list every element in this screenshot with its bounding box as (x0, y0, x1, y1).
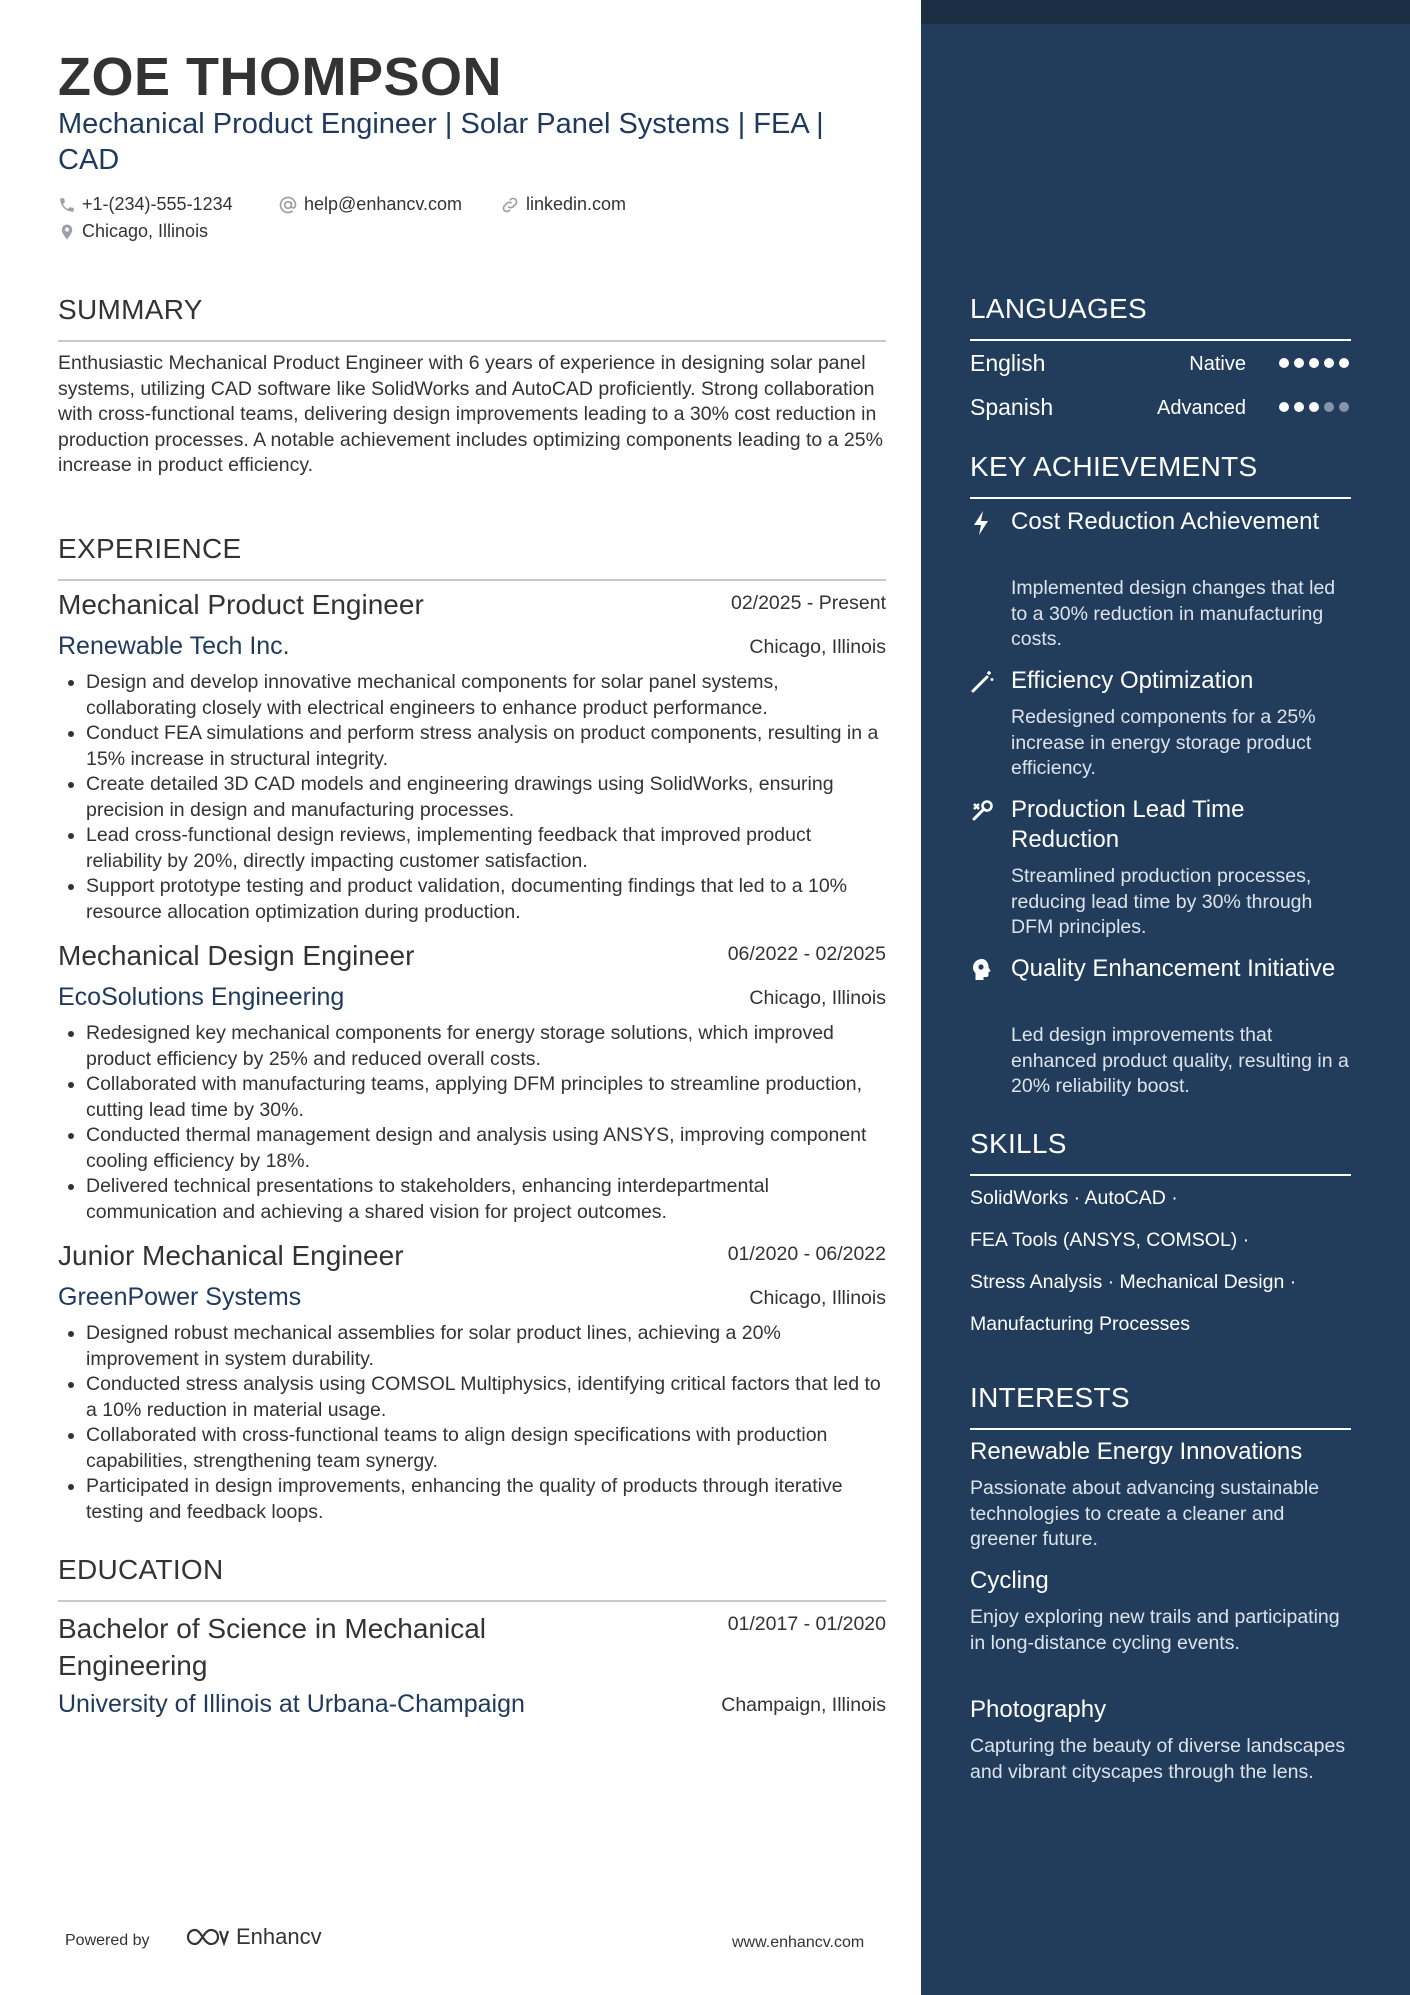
phone-text: +1-(234)-555-1234 (82, 194, 233, 214)
language-name: English (970, 350, 1046, 376)
interests-divider (970, 1428, 1351, 1430)
phone-icon (58, 196, 76, 214)
summary-divider (58, 340, 886, 342)
interest-desc: Capturing the beauty of diverse landscapes and vibrant cityscapes through the lens. (970, 1735, 1346, 1783)
linkedin-text: linkedin.com (526, 194, 627, 214)
job-title: Junior Mechanical Engineer (58, 1240, 404, 1271)
skill-line: SolidWorks · AutoCAD · (970, 1187, 1178, 1209)
interest-desc: Passionate about advancing sustainable technologies to create a cleaner and greener future. (970, 1477, 1320, 1550)
list-item: • Conducted thermal management design and analysis using ANSYS, improving component cooling efficiency by 18%. (86, 1123, 888, 1174)
job-title: Mechanical Product Engineer (58, 589, 424, 620)
job-company: Renewable Tech Inc. (58, 632, 290, 660)
enhancv-brand-text: Enhancv (236, 1924, 322, 1949)
school-location: Champaign, Illinois (721, 1694, 886, 1716)
language-level: Advanced (1157, 397, 1246, 419)
job-location: Chicago, Illinois (749, 636, 886, 658)
job-bullets (58, 1021, 888, 1225)
magic-wand-icon (970, 669, 994, 695)
rating-dot-filled (1324, 358, 1334, 368)
interests-heading: INTERESTS (970, 1382, 1130, 1413)
interest-title: Renewable Energy Innovations (970, 1438, 1303, 1465)
enhancv-logo-icon (184, 1925, 230, 1949)
rating-dot-filled (1294, 402, 1304, 412)
list-item: • Delivered technical presentations to stakeholders, enhancing interdepartmental communication and achieving a shared vision for project outcomes. (86, 1174, 888, 1225)
education-dates: 01/2017 - 01/2020 (727, 1613, 886, 1635)
job-dates: 01/2020 - 06/2022 (727, 1243, 886, 1265)
interest-title: Cycling (970, 1567, 1049, 1594)
achievement-title: Production Lead Time Reduction (1011, 796, 1245, 853)
languages-divider (970, 339, 1351, 341)
job-company: GreenPower Systems (58, 1283, 302, 1311)
skill-line: FEA Tools (ANSYS, COMSOL) · (970, 1229, 1250, 1251)
achievement-desc: Redesigned components for a 25% increase in energy storage product efficiency. (1011, 706, 1316, 779)
achievement-title: Efficiency Optimization (1011, 667, 1254, 694)
languages-heading: LANGUAGES (970, 293, 1147, 324)
achievement-title: Quality Enhancement Initiative (1011, 955, 1336, 982)
job-title: Mechanical Design Engineer (58, 940, 415, 971)
list-item: • Collaborated with cross-functional teams to align design specifications with production capabilities, strengthening team synergy. (86, 1423, 888, 1474)
school-name: University of Illinois at Urbana-Champaign (58, 1690, 525, 1718)
language-level: Native (1189, 353, 1246, 375)
lightning-icon (970, 510, 994, 536)
experience-heading: EXPERIENCE (58, 533, 242, 564)
rating-dot-empty (1339, 402, 1349, 412)
rating-dot-filled (1309, 402, 1319, 412)
achievement-desc: Led design improvements that enhanced product quality, resulting in a 20% reliability boost. (1011, 1024, 1349, 1097)
list-item: • Design and develop innovative mechanical components for solar panel systems, collaborating closely with electrical engineers to enhance product performance. (86, 670, 888, 721)
list-item: • Lead cross-functional design reviews, implementing feedback that improved product reliability by 20%, directly impacting customer satisfaction. (86, 823, 888, 874)
candidate-title: Mechanical Product Engineer | Solar Panel Systems | FEA | CAD (58, 108, 824, 176)
summary-heading: SUMMARY (58, 294, 203, 325)
achievement-title: Cost Reduction Achievement (1011, 508, 1320, 535)
interest-desc: Enjoy exploring new trails and participating in long-distance cycling events. (970, 1606, 1340, 1654)
linkedin-contact[interactable] (500, 194, 626, 215)
list-item: • Conduct FEA simulations and perform stress analysis on product components, resulting in a 15% increase in structural integrity. (86, 721, 888, 772)
list-item: • Conducted stress analysis using COMSOL Multiphysics, identifying critical factors that led to a 10% reduction in material usage. (86, 1372, 888, 1423)
job-location: Chicago, Illinois (749, 987, 886, 1009)
candidate-name: ZOE THOMPSON (58, 47, 503, 107)
skill-line: Manufacturing Processes (970, 1313, 1191, 1335)
language-rating (1279, 402, 1349, 412)
email-contact[interactable] (278, 194, 462, 215)
location-pin-icon (58, 222, 76, 242)
list-item: • Collaborated with manufacturing teams, applying DFM principles to streamline production, cutting lead time by 30%. (86, 1072, 888, 1123)
rating-dot-filled (1294, 358, 1304, 368)
achievement-desc: Streamlined production processes, reducing lead time by 30% through DFM principles. (1011, 865, 1313, 938)
list-item: • Support prototype testing and product validation, documenting findings that led to a 10% resource allocation optimization during production. (86, 874, 888, 925)
rating-dot-filled (1309, 358, 1319, 368)
rating-dot-empty (1324, 402, 1334, 412)
location-contact (58, 221, 208, 242)
list-item: • Participated in design improvements, enhancing the quality of products through iterative testing and feedback loops. (86, 1474, 888, 1525)
interest-title: Photography (970, 1696, 1107, 1723)
language-name: Spanish (970, 394, 1054, 420)
skills-divider (970, 1174, 1351, 1176)
education-heading: EDUCATION (58, 1554, 224, 1585)
skill-line: Stress Analysis · Mechanical Design · (970, 1271, 1297, 1293)
job-dates: 06/2022 - 02/2025 (727, 943, 886, 965)
list-item: • Designed robust mechanical assemblies for solar product lines, achieving a 20% improvement in system durability. (86, 1321, 888, 1372)
job-location: Chicago, Illinois (749, 1287, 886, 1309)
language-row (970, 350, 1351, 380)
tools-icon (970, 798, 994, 824)
job-bullets (58, 1321, 888, 1525)
rating-dot-filled (1339, 358, 1349, 368)
summary-text: Enthusiastic Mechanical Product Engineer with 6 years of experience in designing solar panel systems, utilizing CAD software like SolidWorks and AutoCAD proficiently. Strong collaboration with cross-functional teams, delivering design improvements leading to a 30% cost reduction in production processes. A notable achievement includes optimizing components leading to a 25% increase in product efficiency. (58, 352, 883, 476)
job-company: EcoSolutions Engineering (58, 983, 345, 1011)
language-row (970, 394, 1351, 424)
skills-heading: SKILLS (970, 1128, 1067, 1159)
enhancv-logo[interactable] (184, 1924, 322, 1950)
experience-divider (58, 579, 886, 581)
location-text: Chicago, Illinois (82, 221, 209, 241)
link-icon (500, 195, 520, 215)
footer-url[interactable]: www.enhancv.com (732, 1934, 865, 1951)
email-text: help@enhancv.com (304, 194, 463, 214)
sidebar-top-bar (921, 0, 1410, 24)
achievement-desc: Implemented design changes that led to a 30% reduction in manufacturing costs. (1011, 577, 1336, 650)
rating-dot-filled (1279, 358, 1289, 368)
phone-contact[interactable] (58, 194, 233, 215)
achievements-heading: KEY ACHIEVEMENTS (970, 451, 1258, 482)
language-rating (1279, 358, 1349, 368)
job-bullets (58, 670, 888, 925)
list-item: • Create detailed 3D CAD models and engineering drawings using SolidWorks, ensuring precision in design and manufacturing processes. (86, 772, 888, 823)
education-divider (58, 1600, 886, 1602)
powered-by-label: Powered by (65, 1932, 150, 1949)
head-idea-icon (970, 957, 994, 983)
at-sign-icon (278, 195, 298, 215)
degree-title: Bachelor of Science in Mechanical Engineering (58, 1613, 487, 1681)
rating-dot-filled (1279, 402, 1289, 412)
job-dates: 02/2025 - Present (730, 592, 886, 614)
achievements-divider (970, 497, 1351, 499)
list-item: • Redesigned key mechanical components for energy storage solutions, which improved product efficiency by 25% and reduced overall costs. (86, 1021, 888, 1072)
